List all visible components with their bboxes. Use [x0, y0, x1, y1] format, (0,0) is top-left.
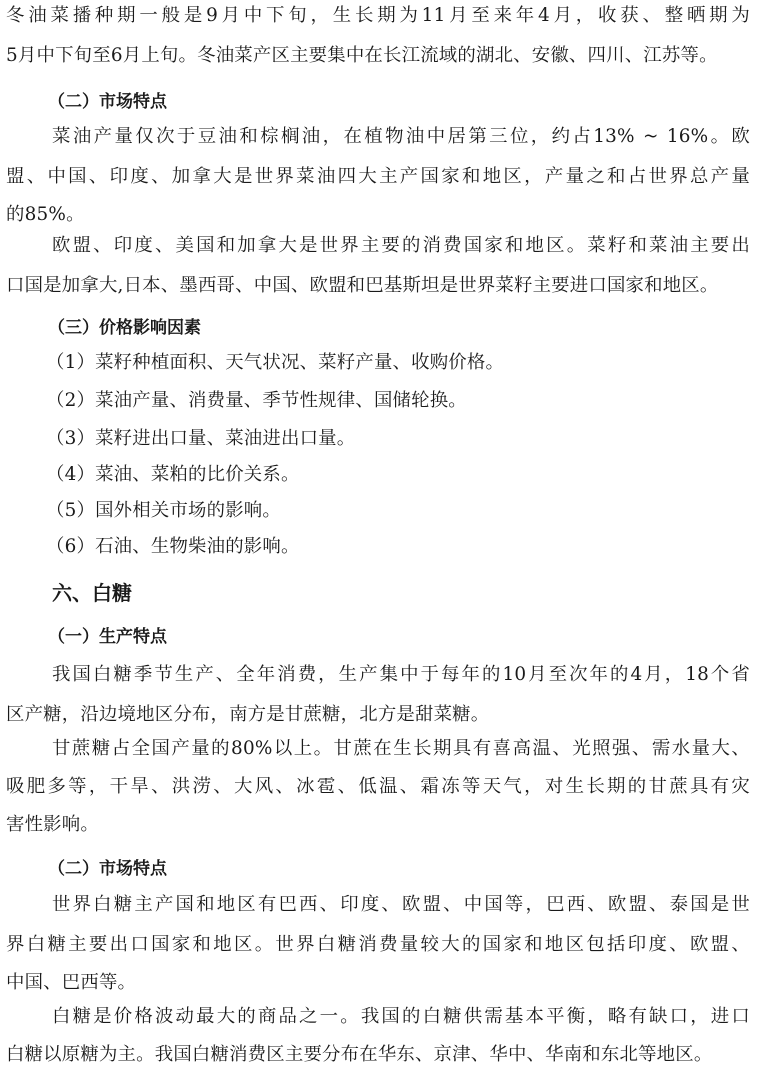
paragraph-line: 区产糖，沿边境地区分布，南方是甘蔗糖，北方是甜菜糖。 — [6, 704, 490, 725]
paragraph-line: 欧盟、印度、美国和加拿大是世界主要的消费国家和地区。菜籽和菜油主要出 — [52, 235, 750, 256]
list-item: （2）菜油产量、消费量、季节性规律、国储轮换。 — [46, 390, 467, 411]
paragraph-line: 吸肥多等，干旱、洪涝、大风、冰雹、低温、霜冻等天气，对生长期的甘蔗具有灾 — [6, 776, 750, 797]
paragraph-line: 的85%。 — [6, 204, 85, 225]
paragraph-line: 白糖以原糖为主。我国白糖消费区主要分布在华东、京津、华中、华南和东北等地区。 — [6, 1044, 713, 1065]
paragraph-line: 盟、中国、印度、加拿大是世界菜油四大主产国家和地区，产量之和占世界总产量 — [6, 166, 750, 187]
paragraph-line: 冬油菜播种期一般是9月中下旬，生长期为11月至来年4月，收获、整晒期为 — [6, 5, 750, 26]
paragraph-line: 白糖是价格波动最大的商品之一。我国的白糖供需基本平衡，略有缺口，进口 — [52, 1006, 750, 1027]
paragraph-line: 世界白糖主产国和地区有巴西、印度、欧盟、中国等，巴西、欧盟、泰国是世 — [52, 894, 750, 915]
paragraph-line: 甘蔗糖占全国产量的80%以上。甘蔗在生长期具有喜高温、光照强、需水量大、 — [52, 738, 750, 759]
list-item: （6）石油、生物柴油的影响。 — [46, 536, 300, 557]
subsection-heading: （三）价格影响因素 — [48, 318, 201, 338]
paragraph-line: 中国、巴西等。 — [6, 972, 137, 993]
paragraph-line: 5月中下旬至6月上旬。冬油菜产区主要集中在长江流域的湖北、安徽、四川、江苏等。 — [6, 45, 718, 66]
list-item: （3）菜籽进出口量、菜油进出口量。 — [46, 428, 356, 449]
list-item: （1）菜籽种植面积、天气状况、菜籽产量、收购价格。 — [46, 352, 505, 373]
paragraph-line: 害性影响。 — [6, 814, 99, 835]
section-heading: 六、白糖 — [52, 581, 132, 605]
paragraph-line: 界白糖主要出口国家和地区。世界白糖消费量较大的国家和地区包括印度、欧盟、 — [6, 934, 750, 955]
paragraph-line: 口国是加拿大,日本、墨西哥、中国、欧盟和巴基斯坦是世界菜籽主要进口国家和地区。 — [6, 275, 719, 296]
list-item: （5）国外相关市场的影响。 — [46, 500, 281, 521]
paragraph-line: 菜油产量仅次于豆油和棕榈油，在植物油中居第三位，约占13% ~ 16%。欧 — [52, 126, 750, 147]
list-item: （4）菜油、菜粕的比价关系。 — [46, 464, 300, 485]
subsection-heading: （二）市场特点 — [48, 859, 167, 879]
subsection-heading: （一）生产特点 — [48, 627, 167, 647]
paragraph-line: 我国白糖季节生产、全年消费，生产集中于每年的10月至次年的4月，18个省 — [52, 664, 750, 685]
subsection-heading: （二）市场特点 — [48, 92, 167, 112]
